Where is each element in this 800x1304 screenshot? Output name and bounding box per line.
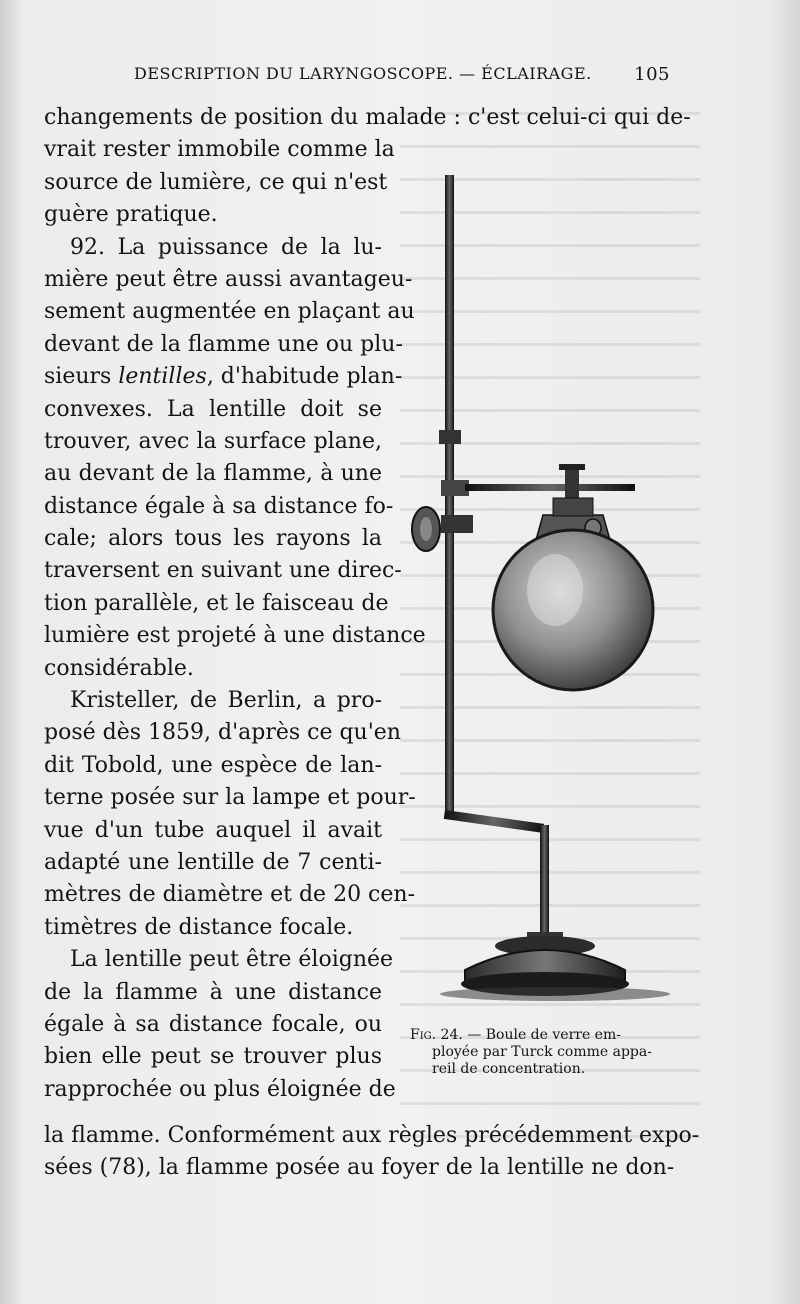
figure-glass-globe-illustration [405,170,675,1020]
text-line: dit Tobold, une espèce de lan- [44,752,382,778]
text-line: considérable. [44,655,194,681]
text-line: convexes. La lentille doit se [44,396,382,422]
italic-term: lentilles [118,364,207,390]
text-line: tion parallèle, et le faisceau de [44,590,389,616]
text-line: guère pratique. [44,202,218,228]
text-line: rapprochée ou plus éloignée de [44,1076,396,1102]
text-line: au devant de la flamme, à une [44,461,382,487]
text-line: de la flamme à une distance [44,979,382,1005]
text-line: Kristeller, de Berlin, a pro- [70,688,382,714]
text-line: la flamme. Conformément aux règles précédemment expo- [44,1123,700,1148]
text-line: traversent en suivant une direc- [44,558,402,584]
rod-clamp [412,430,473,551]
text-line: devant de la flamme une ou plu- [44,331,403,357]
text-line: terne posée sur la lampe et pour- [44,785,416,811]
text-line: mière peut être aussi avantageu- [44,266,413,292]
text-line: La lentille peut être éloignée [70,947,394,973]
text-line [44,361,403,393]
figure-caption [410,1027,668,1078]
text-line: adapté une lentille de 7 centi- [44,849,382,875]
caption-line [410,1027,668,1044]
text-line: mètres de diamètre et de 20 cen- [44,882,416,908]
running-title: DESCRIPTION DU LARYNGOSCOPE. — ÉCLAIRAGE. [134,64,592,83]
text-line: égale à sa distance focale, ou [44,1011,382,1037]
text-line: cale; alors tous les rayons la [44,526,382,552]
page-number: 105 [634,64,670,85]
text-line: trouver, avec la surface plane, [44,428,382,454]
figure-label: Fig. 24. [410,1027,463,1043]
stand-base [440,932,670,1001]
text-line: lumière est projeté à une distance [44,623,426,649]
caption-line: reil de concentration. [432,1061,586,1077]
globe-highlight [527,554,583,626]
text-line: vue d'un tube auquel il avait [44,817,382,843]
text-line: source de lumière, ce qui n'est [44,169,388,195]
text-fragment: sieurs [44,364,119,390]
text-line: vrait rester immobile comme la [44,137,395,163]
text-line: sement augmentée en plaçant au [44,299,415,325]
text-line: distance égale à sa distance fo- [44,493,394,519]
page-header [48,64,670,92]
text-line: timètres de distance focale. [44,914,354,940]
text-line: changements de position du malade : c'est celui-ci qui de- [44,105,691,130]
text-line: posé dès 1859, d'après ce qu'en [44,720,401,746]
paragraph-number-line: 92. La puissance de la lu- [70,234,382,260]
text-line: sées (78), la flamme posée au foyer de la lentille ne don- [44,1155,675,1181]
caption-text: — Boule de verre em- [462,1027,621,1043]
horizontal-arm [465,464,635,498]
text-fragment: , d'habitude plan- [206,364,403,390]
text-line: bien elle peut se trouver plus [44,1044,382,1070]
caption-line: ployée par Turck comme appa- [432,1044,652,1060]
body-text-fullwidth [44,1120,700,1185]
